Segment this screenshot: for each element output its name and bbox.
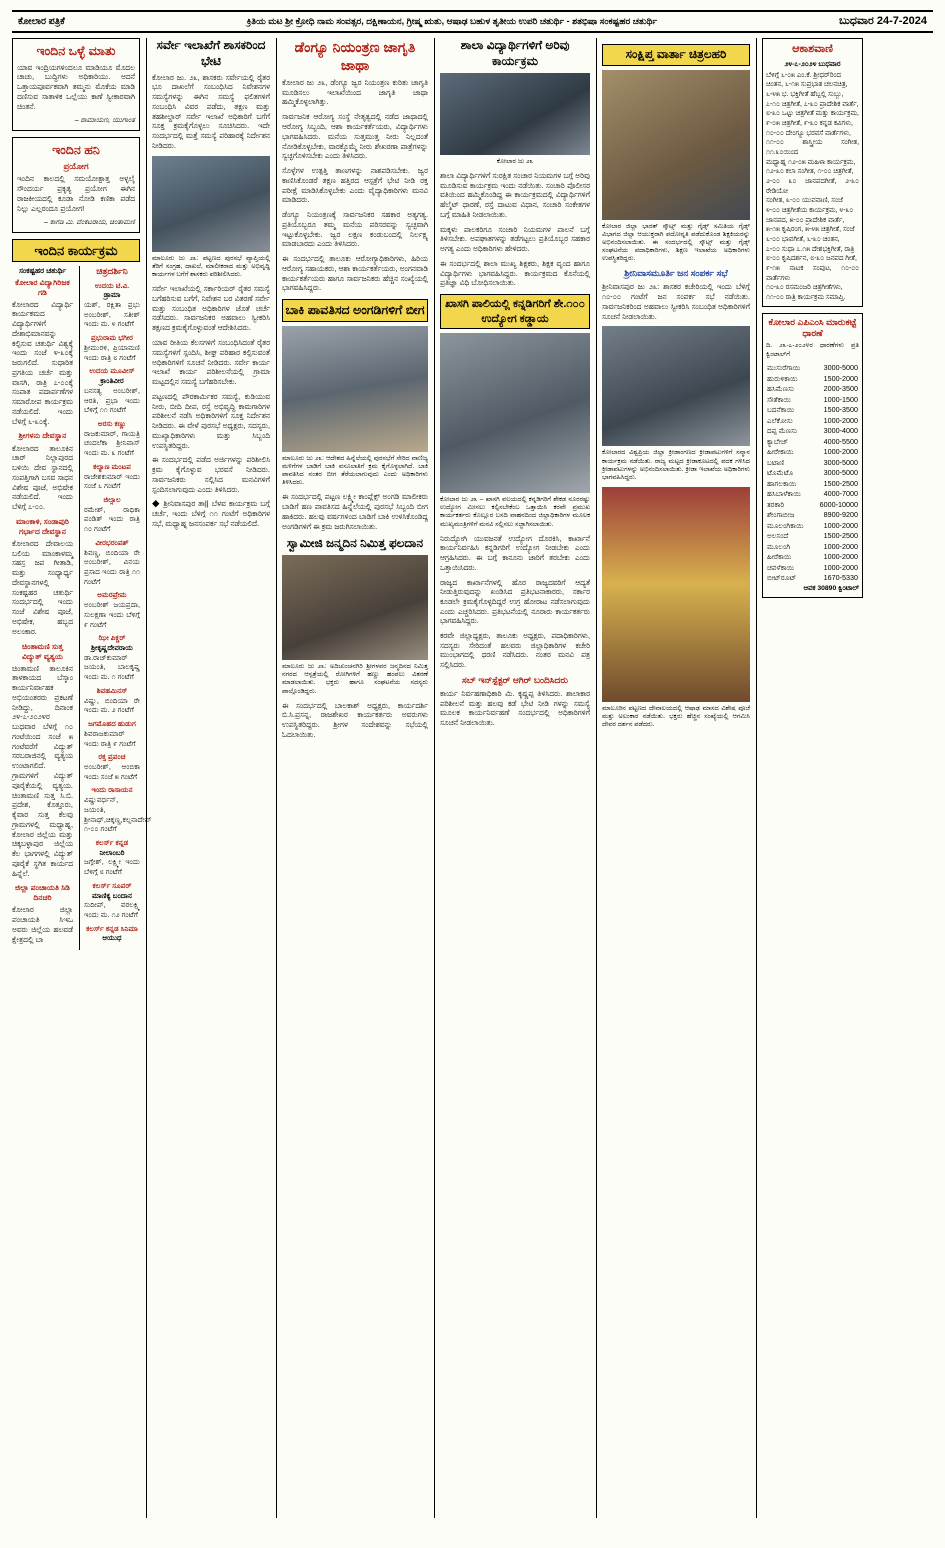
list-item bbox=[84, 686, 140, 715]
commodity-name: ಕ್ಯಾಬೇಜ್ bbox=[767, 436, 789, 446]
dengue-p5: ಈ ಸಂದರ್ಭದಲ್ಲಿ ತಾಲೂಕು ಆರೋಗ್ಯಾಧಿಕಾರಿಗಳು, ಹಿರಿಯ ಆರೋಗ್ಯ ಸಹಾಯಕರು, ಆಶಾ ಕಾರ್ಯಕರ್ತೆಯರು, ಅಂಗನವಾಡಿ ಕಾರ್ಯಕರ್ತೆಯರು ಹಾಗೂ ಸಾರ್ವಜನಿಕರು ಹೆಚ್ಚಿನ ಸಂಖ್ಯೆಯಲ್ಲಿ ಭಾಗವಹಿಸಿದ್ದರು. bbox=[282, 254, 428, 293]
table-row bbox=[766, 384, 859, 395]
radio-line: ೭-೧೦ ಚಿತ್ರಗೀತೆ, ೭-೩೦ ಪ್ರಾದೇಶಿಕ ವಾರ್ತೆ, bbox=[766, 100, 859, 108]
tv-movie: ನೀಲಾಂಬರಿ bbox=[99, 847, 125, 857]
commodity-rate: 1000-2000 bbox=[823, 520, 858, 530]
school-awareness-p1: ಶಾಲಾ ವಿದ್ಯಾರ್ಥಿಗಳಿಗೆ ಸುರಕ್ಷಿತ ಸಂಚಾರ ನಿಯಮಗಳ ಬಗ್ಗೆ ಅರಿವು ಮೂಡಿಸುವ ಕಾರ್ಯಕ್ರಮ ಇಂದು ನಡೆಯಿತು. ಸಂಚಾರಿ ಪೊಲೀಸರ ವತಿಯಿಂದ ಹಮ್ಮಿಕೊಂಡಿದ್ದ ಈ ಕಾರ್ಯಕ್ರಮದಲ್ಲಿ ವಿದ್ಯಾರ್ಥಿಗಳಿಗೆ ಹೆಲ್ಮೆಟ್ ಧಾರಣೆ, ರಸ್ತೆ ದಾಟುವ ವಿಧಾನ, ಸಂಚಾರಿ ಸಂಕೇತಗಳ ಬಗ್ಗೆ ಮಾಹಿತಿ ನೀಡಲಾಯಿತು. bbox=[440, 170, 590, 219]
list-item bbox=[84, 366, 140, 415]
commodity-name: ಹಾಗಲಕಾಯಿ bbox=[767, 478, 797, 488]
commodity-rate: 1500-2500 bbox=[823, 478, 858, 488]
tv-cast: ಜಗ್ಗೇಶ್, ಲಕ್ಷ್ಮೀ ಇಂದು ಬೆಳಿಗ್ಗೆ ೮ ಗಂಟೆಗೆ bbox=[84, 857, 140, 877]
sports-felicitation-photo bbox=[602, 326, 750, 446]
shops-locked-banner: ಬಾಕಿ ಪಾವತಿಸದ ಅಂಗಡಿಗಳಿಗೆ ಬೀಗ bbox=[282, 299, 428, 322]
commodity-name: ಮೂಲಂಗಿ bbox=[767, 541, 791, 551]
tv-channel: ಜಿಲ್ಸಾಲ bbox=[103, 494, 121, 504]
tv-cast: ರಮೇಶ್, ರಾಧಿಕಾ ಪಂಡಿತ್ ಇಂದು ರಾತ್ರಿ ೧೦ ಗಂಟೆಗೆ bbox=[84, 504, 140, 534]
table-row bbox=[766, 447, 859, 458]
temple-decoration-photo bbox=[602, 487, 750, 702]
list-item bbox=[84, 281, 140, 330]
market-subtitle: ದಿ. ೨೩-೭-೨೦೨೪ರ ಧಾರಣೆಗಳು ಪ್ರತಿ ಕ್ವಿಂಟಾಲ್‌ಗೆ bbox=[766, 342, 859, 358]
tv-guide-list bbox=[84, 280, 152, 944]
masthead-panchanga: ಕ್ರಿತಿಯ ಮಟ ಶ್ರೀ ಕ್ರೋಧಿ ನಾಮ ಸಂವತ್ಸರ, ದಕ್ಷಿಣಾಯನ, ಗ್ರೀಷ್ಮ ಋತು, ಆಷಾಢ ಬಹುಳ ತೃತೀಯ ಉಪರಿ ಚತುರ್ಥಿ - ಶತಭಿಷಾ ಸಂಕಷ್ಟಹರ ಚತುರ್ಥಿ bbox=[246, 16, 658, 26]
survey-visit-photo bbox=[152, 156, 270, 252]
masthead-date bbox=[839, 15, 927, 28]
radio-line: ೯-೦೫ ಚಿತ್ರಗೀತೆ, ೯-೩೦ ಕನ್ನಡ ಕವಿಗಳು, bbox=[766, 120, 853, 128]
program-body-3: ಕೋಲಾರದ ದೇವಾಲಯ ಬಲಿಯ ಮಾಂಕಾಳಮ್ಮ ಸಹಸ್ರ ಜಪ ಗೀತಾಡಿ, ಮತ್ತು ಸಂಧ್ಯಾರ್ಧ್ಯ ದೇವಸ್ಥಾನಗಳಲ್ಲಿ ಸಂಕಷ್ಟಹರ ಚತುರ್ಥಿ ಸಂದರ್ಭದಲ್ಲಿ ಇಂದು ಸಂಜೆ ವಿಶೇಷ ಪೂಜೆ, ಅಭಿಷೇಕ, ಹಬ್ಬದ ಅಲಂಕಾರ. bbox=[12, 538, 73, 636]
commodity-rate: 3000-5000 bbox=[823, 457, 858, 467]
kannadiga-jobs-p2: ರಾಜ್ಯದ ಕಾರ್ಖಾನೆಗಳಲ್ಲಿ ಹೊರ ರಾಜ್ಯದವರಿಗೆ ಆದ್ಯತೆ ನೀಡುತ್ತಿರುವುದನ್ನು ಖಂಡಿಸಿದ ಪ್ರತಿಭಟನಾಕಾರರು, ಸರ್ಕಾರ ಕೂಡಲೇ ಕ್ರಮಕೈಗೊಳ್ಳದಿದ್ದರೆ ಉಗ್ರ ಹೋರಾಟ ನಡೆಸಲಾಗುವುದು ಎಂದು ಎಚ್ಚರಿಸಿದರು. ಪ್ರತಿಭಟನೆಯಲ್ಲಿ ನೂರಾರು ಕಾರ್ಯಕರ್ತರು ಭಾಗವಹಿಸಿದ್ದರು. bbox=[440, 577, 590, 626]
list-item bbox=[84, 419, 140, 458]
kannadiga-jobs-p3: ಕರವೇ ಜಿಲ್ಲಾಧ್ಯಕ್ಷರು, ತಾಲೂಕು ಅಧ್ಯಕ್ಷರು, ಪದಾಧಿಕಾರಿಗಳು, ಸದಸ್ಯರು ಸೇರಿದಂತೆ ಹಲವರು ಜಿಲ್ಲಾಧಿಕಾರಿಗಳ ಕಚೇರಿ ಮುಂಭಾಗದಲ್ಲಿ ಧರಣಿ ನಡೆಸಿದರು. ನಂತರ ಮನವಿ ಪತ್ರ ಸಲ್ಲಿಸಿದರು. bbox=[440, 631, 590, 670]
commodity-name: ಹಸಿಮೆಣಸು bbox=[767, 384, 795, 394]
tv-cast: ರಾಜೇಶಕುಮಾರ್ ಇಂದು ಸಂಜೆ ೬ ಗಂಟೆಗೆ bbox=[84, 471, 140, 491]
tv-channel: ಉದಯ ಮೂವೀಸ್ bbox=[89, 366, 135, 376]
tv-channel: ಪ್ರಭುರಾಮ ಭಗೀರ bbox=[90, 333, 133, 343]
poem-title: ಇಂದಿನ ಹನಿ bbox=[52, 142, 100, 157]
tv-channel: ಝೀ ಪಿಕ್ಚರ್ bbox=[98, 633, 126, 643]
tv-guide bbox=[79, 265, 152, 950]
tv-cast: ಅಂಬರೀಶ್ ಜಯಪ್ರದಾ, ಸುಲಕ್ಷಣಾ ಇಂದು ಬೆಳಿಗ್ಗೆ ೯ ಗಂಟೆಗೆ bbox=[84, 600, 140, 629]
radio-line: ೮-೦೦ ಕೃಷಿದರ್ಶನ, ೮-೩೦ ಜನಪದ ಗೀತೆ, bbox=[766, 255, 857, 263]
program-and-tv bbox=[12, 265, 152, 950]
commodity-rate: 1000-2000 bbox=[823, 541, 858, 551]
school-awareness-p3: ಈ ಸಂದರ್ಭದಲ್ಲಿ ಶಾಲಾ ಮುಖ್ಯ ಶಿಕ್ಷಕರು, ಶಿಕ್ಷಕ ವೃಂದ ಹಾಗೂ ವಿದ್ಯಾರ್ಥಿಗಳು ಭಾಗವಹಿಸಿದ್ದರು. ಕಾರ್ಯಕ್ರಮದ ಕೊನೆಯಲ್ಲಿ ಪ್ರತಿಜ್ಞಾ ವಿಧಿ ಬೋಧಿಸಲಾಯಿತು. bbox=[440, 258, 590, 288]
janasamparka-headline: ಶ್ರೀನಿವಾಸಮೂರ್ತಿ ಜನ ಸಂಪರ್ಕ ಸಭೆ bbox=[624, 268, 728, 279]
commodity-name: ಅಲಸಂದೆ bbox=[767, 531, 789, 541]
list-item bbox=[84, 719, 140, 748]
table-row bbox=[766, 478, 859, 489]
survey-visit-p4: ಪಟ್ಟಣದಲ್ಲಿ ಪೌರಕಾರ್ಮಿಕರ ಸಮಸ್ಯೆ, ಕುಡಿಯುವ ನೀರು, ಬೀದಿ ದೀಪ, ರಸ್ತೆ ಅಭಿವೃದ್ಧಿ ಕಾಮಗಾರಿಗಳ ಪರಿಶೀಲನೆ ನಡೆಸಿ ಅಧಿಕಾರಿಗಳಿಗೆ ಸೂಕ್ತ ನಿರ್ದೇಶನ ನೀಡಿದರು. ಈ ವೇಳೆ ಪುರಸಭೆ ಅಧ್ಯಕ್ಷರು, ಸದಸ್ಯರು, ಮುಖ್ಯಾಧಿಕಾರಿಗಳು ಮತ್ತು ಸಿಬ್ಬಂದಿ ಉಪಸ್ಥಿತರಿದ್ದರು. bbox=[152, 391, 270, 450]
table-row bbox=[766, 531, 859, 542]
tv-cast: ಅಂಬರೀಶ್, ಆಂಬಿಕಾ ಇಂದು ಸಂಜೆ ೫ ಗಂಟೆಗೆ bbox=[84, 761, 140, 781]
table-row bbox=[766, 436, 859, 447]
tv-cast: ಡಾ.ರಾಜ್‌ಕುಮಾರ್ ಜಯಂತಿ, ಬಾಲಕೃಷ್ಣ ಇಂದು ಮ. ೧ ಗಂಟೆಗೆ bbox=[84, 652, 140, 682]
school-awareness-headline: ಶಾಲಾ ವಿದ್ಯಾರ್ಥಿಗಳಿಗೆ ಅರಿವು ಕಾರ್ಯಕ್ರಮ bbox=[460, 38, 570, 68]
list-item bbox=[84, 752, 140, 781]
good-word-quote: ಯಾವ ಇಂದ್ರಿಯಗಳಿಂದಲೂ ಮಾಡಿಯೂ ಮೊದಲ ಚಾಚು, ಬುದ್ಧಿಗಳು ಅಧಿಕಾರಿಯು. ಅದನೆ ಒತ್ತಾಯಪೂರ್ವಕವಾಗಿ ತಮ್ಮನು ಮೊಕೆಯ ಮಾಡಿ ದಣಿಸುವ ಸಾತಾಳಿಕ ಒಲ್ಲೆಯು ಕಾಣೆ ಸ್ವೀಕಾರವಾಗಿ ಚಿಂತನೆ. bbox=[17, 62, 135, 111]
table-row bbox=[766, 520, 859, 531]
poem-subtitle: ಪ್ರಯೋಗ bbox=[63, 161, 89, 172]
commodity-name: ಶೇಂಗಾಬೀಜ bbox=[767, 510, 795, 520]
list-item bbox=[84, 881, 140, 920]
poem-signature: – ಕಾಗಡಿ ಮಿ. ವೆಂಕಟರಾಯ, ಚಿಂತಾಮಣಿ bbox=[44, 219, 135, 227]
program-body-1: ಕೋಲಾರದ ವಿದ್ಯಾರ್ಥಿ ಕಾರ್ಯಕಮದ ವಿದ್ಯಾರ್ಥಿಗಳಿಗೆ ದೇಶಾಭಿಮಾನವನ್ನು ಕಲ್ಪಿಸುವ ಚತುರ್ಥಿ ವಿಶ್ವಕ್ಕೆ ಇಂದು ಸಂಜೆ ೪-೩೦ಕ್ಕೆ ಜರುಗಲಿದೆ. ಸುಧಾರಿತ ಪ್ರಗತಿಯ ಚರ್ಚೆ ಮತ್ತು ವಾಸಗಿ, ರಾತ್ರಿ ೭-೦೦ಕ್ಕೆ ಸಂಪಾತ ಪದಾರ್ಪಣೆಗಳ ಸಮಾರೋಪ ಕಾರ್ಯಕ್ರಮ ನಡೆಯಲಿದೆ. ಇಂದು ಬೆಳಿಗ್ಗೆ ೬-೩೦ಕ್ಕೆ. bbox=[12, 299, 73, 426]
janasamparka-body: ಶ್ರೀನಿವಾಸಪುರ ಜು ೨೩: ಶಾಸಕರ ಕಚೇರಿಯಲ್ಲಿ ಇಂದು ಬೆಳಿಗ್ಗೆ ೧೦-೦೦ ಗಂಟೆಗೆ ಜನ ಸಂಪರ್ಕ ಸಭೆ ನಡೆಯಿತು. ಸಾರ್ವಜನಿಕರಿಂದ ಅಹವಾಲು ಸ್ವೀಕರಿಸಿ ಸಂಬಂಧಿತ ಅಧಿಕಾರಿಗಳಿಗೆ ಸೂಚನೆ ನೀಡಲಾಯಿತು. bbox=[602, 282, 750, 321]
commodity-name: ತರಕಾರಿ bbox=[767, 499, 785, 509]
tv-cast: ರಾಜಕುಮಾರ್, ಗಾಯತ್ರಿ ಚಂದಲೆಕಾ ಶ್ರೀನಿವಾಸ್ ಇಂದು ಮ. ೩ ಗಂಟೆಗೆ bbox=[84, 428, 140, 458]
commodity-name: ಟೊಮೆಟೊ bbox=[767, 468, 794, 478]
tv-channel: ಜಗಮೊಹದ ಹುಡುಗ bbox=[88, 719, 136, 729]
commodity-rate: 1670-5330 bbox=[823, 573, 858, 583]
tv-channel: ಉದಯ ಟಿ.ವಿ. bbox=[94, 280, 130, 290]
commodity-name: ಹುರುಳಿಕಾಯಿ bbox=[767, 373, 798, 383]
commodity-rate: 4000-7000 bbox=[823, 489, 858, 499]
masthead bbox=[12, 10, 933, 33]
tv-channel: ಕಲರ್ಸ್ ಸೂಪರ್ bbox=[92, 880, 132, 890]
tv-movie: ಶ್ರೀಕೃಷ್ಣದೇವರಾಯ bbox=[91, 643, 133, 653]
kannadiga-jobs-banner: ಖಾಸಗಿ ಪಾಲಿಯಲ್ಲಿ ಕನ್ನಡಿಗರಿಗೆ ಶೇ.೧೦೦ ಉದ್ಯೋಗ ಕಡ್ಡಾಯ bbox=[440, 294, 590, 329]
si-news-headline: ಸಬ್ ಇನ್‌ಸ್ಪೆಕ್ಟರ್ ಆಗಿರ್ ಬಂದಿಸಿದರು bbox=[462, 674, 568, 685]
tv-channel: ಶಿವಹಮಿನಸ್ bbox=[96, 685, 128, 695]
survey-visit-tail: ಈ ಸಂದರ್ಭದಲ್ಲಿ ಪಡೆದ ಅರ್ಜಿಗಳನ್ನು ಪರಿಶೀಲಿಸಿ ಕ್ರಮ ಕೈಗೊಳ್ಳುವ ಭರವಸೆ ನೀಡಿದರು. ಸಾರ್ವಜನಿಕರು ಸಲ್ಲಿಸಿದ ಮನವಿಗಳಿಗೆ ಸ್ಪಂದಿಸಲಾಗುವುದು ಎಂದು ತಿಳಿಸಿದರು. bbox=[152, 455, 270, 494]
tv-movie: ಮಾಣಿಕ್ಯ ಬಂದಾನ bbox=[92, 890, 132, 900]
commodity-name: ಬೀಟ್‌ರೂಟ್ bbox=[767, 573, 797, 583]
dengue-p2: ಸಾರ್ವಜನಿಕ ಆರೋಗ್ಯ ಸಂಸ್ಥೆ ನೇತೃತ್ವದಲ್ಲಿ ನಡೆದ ಜಾಥಾದಲ್ಲಿ ಆರೋಗ್ಯ ಸಿಬ್ಬಂದಿ, ಆಶಾ ಕಾರ್ಯಕರ್ತೆಯರು, ವಿದ್ಯಾರ್ಥಿಗಳು ಭಾಗವಹಿಸಿದರು. ಮನೆಯ ಸುತ್ತಮುತ್ತ ನೀರು ನಿಲ್ಲದಂತೆ ನೋಡಿಕೊಳ್ಳಬೇಕು, ವಾರಕ್ಕೊಮ್ಮೆ ನೀರು ಶೇಖರಣಾ ಪಾತ್ರೆಗಳನ್ನು ಸ್ವಚ್ಛಗೊಳಿಸಬೇಕು ಎಂದು ತಿಳಿಸಿದರು. bbox=[282, 112, 428, 161]
commodity-rate: 1500-2500 bbox=[823, 531, 858, 541]
poem-body: ಇಂದಿನ ಕಾಲದಲ್ಲಿ ಸಮಯೋತ್ಪಾತ್ತ ಅಳ್ಳಲೈ ಸೌಂದರ್ಯ ಪ್ರಕೃತ್ಯ ಪ್ರಯೋಗ ಈಗಿನ ರಾಜಕೀಯದಲ್ಲಿ ಕೂಡಾ ನೋಡಿ ಕಣಿಕಾ ಪಡೆದ ನಿಲ್ಲು ಎಲ್ಲರಂದೂ ಪ್ರಯೋಗ! bbox=[17, 174, 135, 213]
commodity-rate: 1000-2000 bbox=[823, 552, 858, 562]
list-item bbox=[84, 590, 140, 629]
radio-line: ೬-೪೫ ಭ. ಭಕ್ತಿಗೀತೆ ಹೆಬ್ಬಲ್ಲಿ ಸುಬ್ಬು, bbox=[766, 91, 844, 99]
radio-line: ೨-೦೦ ೩೦ ಜಾನಪದಗೀತೆ, ೨-೩೦ ರೇಡಿಯೋ bbox=[766, 177, 859, 195]
temple-decoration-caption: ಮಾಲೂರಿನ ಪಟ್ಟಣದ ದೇವಾಲಯದಲ್ಲಿ ಆಷಾಢ ಮಾಸದ ವಿಶೇಷ ಪೂಜೆ ಮತ್ತು ಅಲಂಕಾರ ನಡೆಯಿತು. ಭಕ್ತರು ಹೆಚ್ಚಿನ ಸಂಖ್ಯೆಯಲ್ಲಿ ಆಗಮಿಸಿ ದೇವರ ದರ್ಶನ ಪಡೆದರು. bbox=[602, 704, 750, 729]
radio-line: ಚಿಂತನ, ೬-೧೫ ಸುಪ್ರಭಾತ ಚಲನಚಿತ್ರ, bbox=[766, 81, 848, 89]
table-row bbox=[766, 363, 859, 374]
table-row bbox=[766, 394, 859, 405]
good-word-signature: – ರಾಮಾಯಣ, ಯುಗಾಂತ bbox=[74, 117, 135, 125]
table-row bbox=[766, 562, 859, 573]
school-awareness-credit: ಕೋಲಾರ ಜು ೨೩ bbox=[496, 157, 534, 165]
table-row bbox=[766, 552, 859, 563]
commodity-name: ಹಸಿಬಾಳೆಕಾಯಿ bbox=[767, 489, 801, 499]
commodity-name: ಬದನೆಕಾಯಿ bbox=[767, 405, 795, 415]
table-row bbox=[766, 468, 859, 479]
radio-line: ಜಾನಪದ, ೫-೦೦ ಪ್ರಾದೇಶಿಕ ವಾರ್ತೆ, bbox=[766, 216, 845, 224]
tv-cast: ಯಶ್, ರಕ್ಷಿತಾ ಪ್ರಭು ಅಂಬರೀಶ್, ಸತೀಶ್ ಇಂದು ಮ. ೪ ಗಂಟೆಗೆ bbox=[84, 300, 140, 329]
swamiji-headline: ಸ್ವಾಮೀಜಿ ಜನ್ಮದಿನ ನಿಮಿತ್ತ ಫಲದಾನ bbox=[286, 536, 424, 551]
survey-visit-caption: ಮಾಲೂರು ಜು ೨೩: ಪಟ್ಟಣದ ಪುರಸಭೆ ವ್ಯಾಪ್ತಿಯಲ್ಲಿ ತೆರಿಗೆ ಸಂಗ್ರಹ, ದಾಖಲೆ, ಮಾಲೀಕರಾದ ಮತ್ತು ಅಭಿವೃದ್ಧಿ ಕಾರ್ಯಗಳ ಬಗೆಗೆ ಶಾಸಕರು ಪರಿಶೀಲಿಸಿದರು. bbox=[152, 254, 270, 279]
tv-channel: ಕಲ್ಯಾಣ ಮಂಟಪ bbox=[93, 461, 131, 471]
tv-guide-head: ಚಿತ್ರದರ್ಶಿನಿ bbox=[96, 265, 128, 276]
column-3 bbox=[276, 38, 428, 1518]
radio-line: ೬-೦೦ ಭಾವಗೀತೆ, ೬-೩೦ ಚಿಂತನ, bbox=[766, 235, 840, 243]
commodity-name: ಚವಳೆಕಾಯಿ bbox=[767, 562, 795, 572]
commodity-rate: 2000-3500 bbox=[823, 384, 858, 394]
radio-schedule-box bbox=[762, 38, 863, 307]
list-item bbox=[84, 924, 140, 943]
radio-line: ೧೨-೩೦ ಕಲಾ ಸಂಗೀತ, ೧-೦೦ ಚಿತ್ರಗೀತೆ, bbox=[766, 168, 854, 176]
table-row bbox=[766, 499, 859, 510]
list-item bbox=[84, 333, 140, 362]
radio-date: ೨೪-೭-೨೦೨೪ ಬುಧವಾರ bbox=[784, 60, 841, 68]
radio-line: ೧೦-೦೦ ದೇಂಗ್ಯೂ ಭರವಸೆ ವಾರ್ತೆಗಳು, bbox=[766, 129, 851, 137]
program-sub: ಸಂಕಷ್ಟಹರ ಚತುರ್ಥಿ bbox=[18, 265, 67, 275]
radio-line: ೧೧-೦೦ ಶಾಸ್ತ್ರೀಯ ಸಂಗೀತ, ೧೧.೩೦ಯಿಂದ bbox=[766, 139, 859, 156]
table-row bbox=[766, 489, 859, 500]
radio-line: ಮಧ್ಯಾಹ್ನ ೧೨-೦೫ ಮಹಿಳಾ ಕಾರ್ಯಕ್ರಮ, bbox=[766, 158, 856, 166]
swamiji-caption: ಮಾಲೂರು ಜು ೨೩: ಅದಿಚುಂಚನಗಿರಿ ಶ್ರೀಗಳವರ ಜನ್ಮದಿನದ ನಿಮಿತ್ತ ನಗರದ ಆಸ್ಪತ್ರೆಯಲ್ಲಿ ರೋಗಿಗಳಿಗೆ ಹಣ್ಣು ಹಂಪಲು ವಿತರಣೆ ಮಾಡಲಾಯಿತು. ಭಕ್ತರು ಹಾಗೂ ಸಂಘಟನೆಯ ಸದಸ್ಯರು ಪಾಲ್ಗೊಂಡಿದ್ದರು. bbox=[282, 663, 428, 695]
table-row bbox=[766, 541, 859, 552]
table-row bbox=[766, 457, 859, 468]
table-row bbox=[766, 373, 859, 384]
survey-visit-p2: ಸರ್ವೇ ಇಲಾಖೆಯಲ್ಲಿ ಸರ್ಕಾರಿಯರ್ ರೈತರ ಸಮಸ್ಯೆ ಬಗೆಹರಿಸುವ ಬಗೆಗೆ, ನಿವೇಶನ ಬರ ವಿತರಣೆ ಸರ್ವೇ ಮತ್ತು ಸಂಬಂಧಿತ ಅಧಿಕಾರಿಗಳ ಜೊತೆ ಚರ್ಚೆ ನಡೆಸಿದರು. ಸಾರ್ವಜನಿಕರ ಅಹವಾಲು ಸ್ವೀಕರಿಸಿ ತಕ್ಷಣದ ಕ್ರಮಕೈಗೊಳ್ಳುವಂತೆ ಆದೇಶಿಸಿದರು. bbox=[152, 284, 270, 333]
tv-cast: ಬನಸತ್ಯ ಅಂಬರೀಶ್, ಆರತಿ, ಪ್ರಭಾ ಇಂದು ಬೆಳಿಗ್ಗೆ ೧೧ ಗಂಟೆಗೆ bbox=[84, 385, 140, 415]
tv-cast: ಶ್ರೀಮುರಳಿ, ಪ್ರಿಯಾಮಣಿ ಇಂದು ರಾತ್ರಿ ೮ ಗಂಟೆಗೆ bbox=[84, 342, 140, 362]
column-4 bbox=[434, 38, 590, 1518]
tv-cast: ಸುದೀಪ್, ವರಲಕ್ಷ್ಮಿ ಇಂದು ಮ. ೧೨ ಗಂಟೆಗೆ bbox=[84, 900, 140, 920]
kannadiga-jobs-p1: ನಿರುದ್ಯೋಗಿ ಯುವಜನತೆ ಉದ್ಯೋಗ ದೊರಕಿಸಿ, ಕಾರ್ಖಾನೆ ಕಾರ್ಯನಿರ್ವಹಿಸಿ ಕನ್ನಡಿಗರಿಗೆ ಉದ್ಯೋಗ ನೀಡಬೇಕು ಎಂದು ಆಗ್ರಹಿಸಿದರು. ಈ ಬಗ್ಗೆ ಕಾನೂನು ಜಾರಿಗೆ ತರಬೇಕು ಎಂದು ಒತ್ತಾಯಿಸಿದರು. bbox=[440, 533, 590, 572]
tv-channel: ಅರಸು ಕಣ್ಣು bbox=[97, 418, 127, 428]
survey-visit-p1: ಕೋಲಾರ ಜು. ೨೩, ಶಾಸಕರು ಸರ್ವೇಯಲ್ಲಿ ರೈತರ ಭೂ ದಾಖಲೆಗೆ ಸಂಬಂಧಿಸಿದ ನಿವೇಶನಗಳ ಸಮಸ್ಯೆಗಳನ್ನು ಈಗಿನ ಸಮಸ್ಯೆ ಫಲಿತಗಳಿಗೆ ಸಂಬಂಧಿಸಿ ವಿವರ ಪಡೆದು, ತಕ್ಷಣ ಮತ್ತು ತಹಶೀಲ್ದಾರ್ ಸರ್ವೇ ಇಲಾಖೆ ಅಧಿಕಾರಿಗೆ ಬಗೆಗೆ ಸೂಕ್ತ ಕ್ರಮಕೈಗೊಳ್ಳಲು ಸೂಚಿಸಿದರು. ಇದೇ ಸಂದರ್ಭದಲ್ಲಿ ಮತ್ತೆ ಸಮಸ್ಯೆ ಪರಿಹಾರಕ್ಕೆ ನಿರ್ದೇಶನ ನೀಡಿದರು. bbox=[152, 72, 270, 151]
list-item bbox=[84, 785, 152, 834]
tv-channel: ಕಲರ್ಸ್ ಕನ್ನಡ bbox=[95, 837, 129, 847]
tv-movie: ಡ್ರಾಮಾ bbox=[103, 290, 121, 300]
commodity-name: ಬಟಾಣಿ bbox=[767, 457, 785, 467]
kannadiga-jobs-photo bbox=[440, 333, 590, 493]
commodity-name: ಹೀರೆಕಾಯಿ bbox=[767, 552, 792, 562]
radio-line: ೧೦-೩೦ ರಸಮಂಜರಿ ಚಿತ್ರಗೀತೆಗಳು, bbox=[766, 284, 843, 292]
table-row bbox=[766, 510, 859, 521]
column-1 bbox=[12, 38, 152, 1518]
list-item bbox=[84, 538, 140, 587]
dengue-headline: ಡೆಂಗ್ಯೂ ನಿಯಂತ್ರಣ ಜಾಗೃತಿ ಜಾಥಾ bbox=[294, 39, 416, 74]
commodity-rate: 1000-2000 bbox=[823, 447, 858, 457]
column-6 bbox=[756, 38, 863, 1518]
program-head-2: ಶ್ರೀಗಳನು ದೇವಸ್ಥಾನ bbox=[18, 431, 67, 441]
swamiji-photo bbox=[282, 555, 428, 660]
table-row bbox=[766, 573, 859, 584]
radio-title: ಆಕಾಶವಾಣಿ bbox=[792, 43, 833, 55]
radio-line: ೯-೧೫ ನಾಟಕ ಸಂಪುಟ, ೧೦-೦೦ ವಾರ್ತೆಗಳು bbox=[766, 264, 859, 282]
program-body-5: ಕೋಲಾರ ಜಿಲ್ಲಾ ಪಂಚಾಯತಿ ಸಿಇಒ ಅವರು ಜಿಲ್ಲೆಯ ಹಲವಡೆ ಕ್ಷೇತ್ರದಲ್ಲಿ ಬಾ bbox=[12, 905, 73, 944]
dengue-p4: ಡೆಂಗ್ಯೂ ನಿಯಂತ್ರಣಕ್ಕೆ ಸಾರ್ವಜನಿಕರ ಸಹಕಾರ ಅತ್ಯಗತ್ಯ. ಪ್ರತಿಯೊಬ್ಬರೂ ತಮ್ಮ ಮನೆಯ ಪರಿಸರವನ್ನು ಸ್ವಚ್ಛವಾಗಿ ಇಟ್ಟುಕೊಳ್ಳಬೇಕು. ಜ್ವರ ಲಕ್ಷಣ ಕಂಡುಬಂದಲ್ಲಿ ನಿರ್ಲಕ್ಷ್ಯ ಮಾಡಬಾರದು ಎಂದು ತಿಳಿಸಿದರು. bbox=[282, 210, 428, 249]
poem-box bbox=[12, 137, 140, 233]
program-head-3: ಮಾಂಕಾಳಿ, ಸಂಡಾಪುರಿ ಗರ್ಭಾದ ದೇವಸ್ಥಾನ bbox=[16, 516, 69, 536]
sports-felicitation-caption: ಕೋಲಾರದ ವಿಶ್ವಪ್ರಿಯ ಜಿಲ್ಲಾ ಕ್ರೀಡಾಂಗಣದ ಕ್ರೀಡಾಪಟುಗಳಿಗೆ ಸನ್ಮಾನ ಕಾರ್ಯಕ್ರಮ ನಡೆಯಿತು. ರಾಜ್ಯ ಮಟ್ಟದ ಕ್ರೀಡಾಕೂಟದಲ್ಲಿ ಪದಕ ಗಳಿಸಿದ ಕ್ರೀಡಾಪಟುಗಳನ್ನು ಅಭಿನಂದಿಸಲಾಯಿತು. ಕ್ರೀಡಾ ಇಲಾಖೆಯ ಅಧಿಕಾರಿಗಳು ಭಾಗವಹಿಸಿದ್ದರು. bbox=[602, 449, 750, 481]
commodity-rate: 3000-4000 bbox=[823, 426, 858, 436]
commodity-rate: 1500-2000 bbox=[823, 373, 858, 383]
shops-locked-photo bbox=[282, 326, 428, 452]
radio-line: ೪-೦೦ ಚಿತ್ರಗೀತೆಯ ಕಾರ್ಯಕ್ರಮ, ೪-೩೦ bbox=[766, 206, 854, 214]
school-awareness-p2: ಮಕ್ಕಳು ಪಾಲಕರಿಗೂ ಸಂಚಾರಿ ನಿಯಮಗಳ ಪಾಲನೆ ಬಗ್ಗೆ ತಿಳಿಸಬೇಕು. ಅಪಘಾತಗಳನ್ನು ತಡೆಗಟ್ಟಲು ಪ್ರತಿಯೊಬ್ಬರ ಸಹಕಾರ ಅಗತ್ಯ ಎಂದು ಅಧಿಕಾರಿಗಳು ಹೇಳಿದರು. bbox=[440, 224, 590, 254]
table-row bbox=[766, 415, 859, 426]
school-awareness-photo bbox=[440, 73, 590, 155]
tv-channel: ಕಲರ್ಸ್ ಕನ್ನಡ ಸಿನಿಮಾ bbox=[86, 923, 138, 933]
radio-line: ೫-೧೫ ಕೃಷಿರಂಗ, ೫-೪೫ ಚಿತ್ರಗೀತೆ, ಸಂಜೆ bbox=[766, 226, 855, 234]
program-head-5: ಜಿಲ್ಲಾ ಪಂಚಾಯತಿ ಸಿಡಿ ದಿನಚರಿ bbox=[15, 883, 70, 903]
radio-lines bbox=[766, 71, 859, 303]
tv-channel: ರಕ್ತ ಪ್ರಪಂಚ bbox=[98, 752, 126, 762]
commodity-rate: 6000-10000 bbox=[819, 499, 858, 509]
list-item bbox=[84, 633, 140, 682]
tv-movie: ಕ್ರಾಂತಿವೀರ bbox=[100, 376, 124, 386]
survey-visit-note: ◆ ಶ್ರೀನಿವಾಸಪುರ ತಾ|| ಬೆಳವ ಕಾರ್ಯಕ್ರಮ ಬಗ್ಗೆ ಚರ್ಚೆ, ಇಂದು ಬೆಳಿಗ್ಗೆ ೧೧ ಗಂಟೆಗೆ ಅಧಿಕಾರಿಗಳ ಸಭೆ, ಮಧ್ಯಾಹ್ನ ಜನಸಂಪರ್ಕ ಸಭೆ ನಡೆಯಲಿದೆ. bbox=[152, 499, 270, 528]
list-item bbox=[84, 495, 140, 534]
market-rates-box bbox=[762, 313, 863, 599]
tv-cast: ಶಿವರಾಜಕುಮಾರ್ ಇಂದು ರಾತ್ರಿ ೯ ಗಂಟೆಗೆ bbox=[84, 728, 136, 748]
program-head-1: ಕೋಲಾರ ವಿದ್ಯಾಗಿರಿಜಕ ಗಡಿ bbox=[15, 277, 70, 297]
masthead-date-value: 24-7-2024 bbox=[876, 15, 927, 27]
radio-line: ೧೧-೦೦ ರಾತ್ರಿ ಕಾರ್ಯಕ್ರಮ ಸಮಾಪ್ತಿ. bbox=[766, 293, 846, 301]
good-word-box bbox=[12, 38, 140, 131]
commodity-rate: 1000-1500 bbox=[823, 394, 858, 404]
tv-cast: ಶಿವಣ್ಣ, ಬಿಂದಿಯಾ ರೇ ಅಂಬರೀಶ್, ವಿನಯ ಪ್ರಸಾದ ಇಂದು ರಾತ್ರಿ ೧೧ ಗಂಟೆಗೆ bbox=[84, 547, 140, 586]
radio-line: ಸಂಗೀತ, ೩-೦೦ ಯುವವಾಣಿ, ಸಂಜೆ bbox=[766, 197, 843, 205]
survey-visit-headline: ಸರ್ವೇ ಇಲಾಖೆಗೆ ಶಾಸಕರಿಂದ ಭೇಟಿ bbox=[156, 38, 266, 68]
commodity-name: ಎಲೆಕೋಸು bbox=[767, 415, 793, 425]
commodity-rate: 3000-5000 bbox=[823, 363, 858, 373]
commodity-rate: 8900-9200 bbox=[823, 510, 858, 520]
scouts-guides-photo bbox=[602, 70, 750, 220]
scouts-guides-caption: ಕೋಲಾರ ಜಿಲ್ಲಾ ಭಾರತ್ ಸ್ಕೌಟ್ಸ್ ಮತ್ತು ಗೈಡ್ಸ್ ಸಮಿತಿಯ ಗೈಡ್ಸ್ ವಿಭಾಗದ ಜಿಲ್ಲಾ ಆಯುಕ್ತರಾಗಿ ಪದೋನ್ನತಿ ಪಡೆದುಕೊಂಡ ಶಿಕ್ಷಕಿಯರನ್ನು ಅಭಿನಂದಿಸಲಾಯಿತು. ಈ ಸಂದರ್ಭದಲ್ಲಿ ಸ್ಕೌಟ್ಸ್ ಮತ್ತು ಗೈಡ್ಸ್ ಸಂಘಟನೆಯ ಪದಾಧಿಕಾರಿಗಳು, ಶಿಕ್ಷಣ ಇಲಾಖೆಯ ಅಧಿಕಾರಿಗಳು ಉಪಸ್ಥಿತರಿದ್ದರು. bbox=[602, 222, 750, 263]
brief-news-banner: ಸಂಕ್ಷಿಪ್ತ ವಾರ್ತಾ ಚಿತ್ರಲಹರಿ bbox=[602, 44, 750, 66]
kannadiga-jobs-caption: ಕೋಲಾರ ಜು ೨೩ – ಖಾಸಗಿ ವಲಯದಲ್ಲಿ ಕನ್ನಡಿಗರಿಗೆ ಶೇಕಡ ನೂರರಷ್ಟು ಉದ್ಯೋಗ ಮೀಸಲು ಕಲ್ಪಿಸಬೇಕೆಂಬ ಒತ್ತಾಯಿಸಿ ಕರವೇ ಪ್ರಮುಖ ಕಾರ್ಯಕರ್ತರು ಕೊಲ್ಲೂರ ಬಸದಿ ವಾಹನದಿಂದ ಜಿಲ್ಲಾಧಿಕಾರಿಗಳ ಮೂಲಕ ಮುಖ್ಯಮಂತ್ರಿಗಳಿಗೆ ಮನವಿ ಸಲ್ಲಿಸಲು ಸಜ್ಜಾಗಿಸಲಾಯಿತು. bbox=[440, 496, 590, 528]
radio-line: ೭-೦೦ ಸುಧಾ ೭.೧೫ ದೇಶಭಕ್ತಿಗೀತೆ, ರಾತ್ರಿ bbox=[766, 245, 855, 253]
commodity-rate: 1000-2000 bbox=[823, 415, 858, 425]
program-list bbox=[12, 266, 73, 950]
masthead-paper-name: ಕೋಲಾರ ಪತ್ರಿಕೆ bbox=[18, 16, 65, 27]
program-body-2: ಕೋಲಾರದ ತಾಲೂಕಿನ ಚಾರ್ ನಿಲ್ಲಾಪುರದ ಬಳಿಯಿ ದೇವ ಸ್ಥಾನದಲ್ಲಿ ಸಂಪತ್ತಿಗಾಗಿ ಬಸವ ಸಾಧನ ವಿಶೇಷ ಪೂಜೆ, ಅಭಿಷೇಕ ನಡೆಯಲಿದೆ. ಇಂದು ಬೆಳಿಗ್ಗೆ ೭-೦೦. bbox=[12, 443, 73, 512]
tv-channel: ವೀರಭರಂಪತ್ bbox=[95, 537, 129, 547]
swamiji-body: ಈ ಸಂದರ್ಭದಲ್ಲಿ ಬಾಲಕಾಶ್ ಅಧ್ಯಕ್ಷರು, ಕಾರ್ಯದರ್ಶಿ ಬಿ.ಸಿ.ಪ್ರಸನ್ನ, ರಾಜಶೇಖರ ಕಾರ್ಯಕರ್ತರು ಅವರುಗಳು ಉಪಸ್ಥಿತರಿದ್ದರು. ಶ್ರೀಗಳ ಸಂದೇಶವನ್ನು ಸಭೆಯಲ್ಲಿ ಓದಲಾಯಿತು. bbox=[282, 700, 428, 739]
page-columns bbox=[12, 38, 933, 1518]
commodity-rate: 3000-5000 bbox=[823, 468, 858, 478]
shops-locked-body: ಈ ಸಂದರ್ಭದಲ್ಲಿ ಪಟ್ಟಣ ಲಕ್ಷ್ಮೀ ಕಾಂಪ್ಲೆಕ್ಸ್ ಅಂಗಡಿ ಮಾಲೀಕರು ಬಾಡಿಗೆ ಹಣ ಪಾವತಿಸದ ಹಿನ್ನೆಲೆಯಲ್ಲಿ ಪುರಸಭೆ ಸಿಬ್ಬಂದಿ ಬೀಗ ಹಾಕಿದರು. ಹಲವು ವರ್ಷಗಳಿಂದ ಬಾಡಿಗೆ ಬಾಕಿ ಉಳಿಸಿಕೊಂಡಿದ್ದ ಅಂಗಡಿಗಳಿಗೆ ಈ ಕ್ರಮ ಜರುಗಿಸಲಾಯಿತು. bbox=[282, 492, 428, 531]
market-title: ಕೋಲಾರ ಎಪಿಎಂಸಿ ಮಾರುಕಟ್ಟೆ ಧಾರಣೆ bbox=[768, 316, 857, 339]
commodity-name: ಸೌತೆಕಾಯಿ bbox=[767, 394, 792, 404]
list-item bbox=[84, 462, 140, 491]
program-head-4: ಚಿಂತಾಮಣಿ ಸುತ್ತ ವಿದ್ಯುತ್ ವ್ಯತ್ಯಯ bbox=[22, 641, 63, 661]
radio-line: ೮-೩೦ ಒಟ್ಟು ಚಿತ್ರಗೀತೆ ಮತ್ತು ಕಾರ್ಯಕ್ರಮ, bbox=[766, 110, 859, 118]
good-word-title: ಇಂದಿನ ಒಳ್ಳೆ ಮಾತು bbox=[36, 44, 116, 58]
column-2 bbox=[146, 38, 270, 1518]
commodity-name: ಹೀರೇಕಾಯಿ bbox=[767, 447, 794, 457]
commodity-name: ಮುಸುರೆಗಾಯಿ bbox=[767, 363, 801, 373]
si-news-body: ಕಾರ್ಯ ನಿರ್ವಹಣಾಧಿಕಾರಿ ಮಿ. ಕೃಷ್ಣಪ್ಪ ತಿಳಿಸಿದರು. ಶಾಲಾಕಾರ ಪರಿಶೀಲನೆ ಮತ್ತು ಹಲವು ಕಡೆ ಭೇಟಿ ನೀಡಿ ಗಳನ್ನು ಸಮಸ್ಯೆ ಮೂಲಕ ಕಾರ್ಯನಿರ್ವಹಣೆ ಸಂದರ್ಭದಲ್ಲಿ ಅಧಿಕಾರಿಗಳಿಗೆ ಸೂಚನೆ ನೀಡಲಾಯಿತು. bbox=[440, 688, 590, 728]
radio-line: ಬೆಳಿಗ್ಗೆ ೬-೦೫ ಎಂ.ಕೆ. ಶ್ರೀಧರ್‌ರಿಂದ bbox=[766, 71, 841, 79]
program-body-4: ಚಿಂತಾಮಣಿ ತಾಲೂಕಿನ ತಾಳಕಾಯದ ಬೆಸ್ಕಾಂ ಕಾರ್ಯನಿರ್ವಾಹಕ ಅಭಿಯಂತರರು ಪ್ರಕಟಣೆ ನೀಡಿದ್ದು, ದಿನಾಂಕ ೨೪-೭-೨೦೨೪ರ ಬುಧವಾರ ಬೆಳಗ್ಗೆ ೧೦ ಗಂಟೆಯಿಂದ ಸಂಜೆ ೫ ಗಂಟೆವರೆಗೆ ವಿದ್ಯುತ್ ಸರಬರಾಜಿನಲ್ಲಿ ವ್ಯತ್ಯಯ ಉಂಟಾಗಲಿದೆ. ಗ್ರಾಮಗಳಿಗೆ ವಿದ್ಯುತ್ ಪೂರೈಕೆಯಲ್ಲಿ ವ್ಯತ್ಯಯ. ಚಿಂತಾಮಣಿ ಸುತ್ತ ಸಿ.ಬಿ. ಪ್ರದೇಶ, ಕೊತ್ತೂರು, ಕೈವಾರ ಸುತ್ತ ಕೆಲವು ಗ್ರಾಮಗಳಲ್ಲಿ ಮಧ್ಯಾಹ್ನ, ಕೋಲಾರ ಜಿಲ್ಲೆಯ ಮತ್ತು ಚಿಕ್ಕಬಳ್ಳಾಪುರ ಜಿಲ್ಲೆಯ ಕೆಲ ಭಾಗಗಳಲ್ಲಿ ವಿದ್ಯುತ್ ಪೂರೈಕೆ ಸ್ಥಗಿತ ಕಾರ್ಯದ ಹಿನ್ನೆಲೆ. bbox=[12, 663, 73, 878]
table-row bbox=[766, 426, 859, 437]
tv-channel: ಅಮರಪ್ರೇಮ bbox=[97, 590, 127, 600]
masthead-day: ಬುಧವಾರ bbox=[838, 15, 874, 27]
column-5 bbox=[596, 38, 750, 1518]
commodity-name: ಮೂಲಂಗಿಕಾಯಿ bbox=[767, 520, 804, 530]
market-arrivals: ಆವಕ 30890 ಕ್ವಿಂಟಾಲ್ bbox=[803, 585, 859, 593]
commodity-rate: 1000-2000 bbox=[823, 562, 858, 572]
list-item bbox=[84, 838, 140, 877]
table-row bbox=[766, 405, 859, 416]
commodity-rate: 1500-3500 bbox=[823, 405, 858, 415]
today-program-banner: ಇಂದಿನ ಕಾರ್ಯಕ್ರಮ bbox=[12, 239, 140, 262]
tv-movie: ಆಯುಧ bbox=[102, 933, 122, 943]
market-rates-table bbox=[766, 363, 859, 584]
commodity-name: ದಪ್ಪ ಮೆಣಸು bbox=[767, 426, 798, 436]
tv-cast: ವಿಷ್ಣುವರ್ಧನ್, ಜಯಂತಿ, ಶ್ರೀನಾಥ್,ಚಿಕ್ಕಣ್ಣ,ಕಲ್ಪನಾದೇವ್ ೧-೦೦ ಗಂಟೆಗೆ bbox=[84, 795, 152, 834]
tv-cast: ವಿಷ್ಣು, ಬಿಂದಿಯಾ ರೇ ಇಂದು ಮ. ೨ ಗಂಟೆಗೆ bbox=[84, 695, 140, 715]
dengue-p1: ಕೋಲಾರ ಜು ೨೩, ಡೆಂಗ್ಯೂ ಜ್ವರ ನಿಯಂತ್ರಣ ಕುರಿತು ಜಾಗೃತಿ ಮೂಡಿಸಲು ಇಲಾಖೆಯಿಂದ ಜಾಗೃತಿ ಜಾಥಾ ಹಮ್ಮಿಕೊಳ್ಳಲಾಗಿತ್ತು. bbox=[282, 77, 428, 107]
shops-locked-caption: ಮಾಲೂರು ಜು ೨೩: ಆದೇಶದ ಹಿನ್ನೆಲೆಯಲ್ಲಿ ಪುರಸಭೆಗೆ ಸೇರಿದ ವಾಣಿಜ್ಯ ಮಳಿಗೆಗಳ ಬಾಡಿಗೆ ಬಾಕಿ ವಸೂಲಾತಿಗೆ ಕ್ರಮ ಕೈಗೊಳ್ಳಲಾಗಿದೆ. ಬಾಕಿ ಪಾವತಿಸಿದ ನಂತರ ಬೀಗ ತೆರೆಯಲಾಗುವುದು ಎಂದು ಅಧಿಕಾರಿಗಳು ತಿಳಿಸಿದರು. bbox=[282, 454, 428, 487]
survey-visit-p3: ಯಾವ ರೀತಿಯ ಕೆಲಸಗಳಿಗೆ ಸಂಬಂಧಿಸಿದಂತೆ ರೈತರ ಸಮಸ್ಯೆಗಳಿಗೆ ಸ್ಪಂದಿಸಿ, ಶೀಘ್ರ ಪರಿಹಾರ ಕಲ್ಪಿಸುವಂತೆ ಅಧಿಕಾರಿಗಳಿಗೆ ಸೂಚನೆ ನೀಡಿದರು. ಸರ್ವೇ ಕಾರ್ಯ ಇಲಾಖೆ ಕಾರ್ಯ ಪರಿಶೀಲನೆಯಲ್ಲಿ ಗ್ರಾಮಾ ಮಟ್ಟದಲ್ಲಿನ ಸಮಸ್ಯೆ ಬಗೆಹರಿಸಬೇಕು. bbox=[152, 337, 270, 387]
tv-channel: ಇಂದು ರಾಸಾಯನ bbox=[91, 785, 133, 795]
dengue-p3: ಸೊಳ್ಳೆಗಳ ಉತ್ಪತ್ತಿ ತಾಣಗಳನ್ನು ನಾಶಪಡಿಸಬೇಕು. ಜ್ವರ ಕಾಣಿಸಿಕೊಂಡರೆ ತಕ್ಷಣ ಹತ್ತಿರದ ಆಸ್ಪತ್ರೆಗೆ ಭೇಟಿ ನೀಡಿ ರಕ್ತ ಪರೀಕ್ಷೆ ಮಾಡಿಸಿಕೊಳ್ಳಬೇಕು ಎಂದು ವೈದ್ಯಾಧಿಕಾರಿಗಳು ಮನವಿ ಮಾಡಿದರು. bbox=[282, 166, 428, 205]
commodity-rate: 4000-5500 bbox=[823, 436, 858, 446]
